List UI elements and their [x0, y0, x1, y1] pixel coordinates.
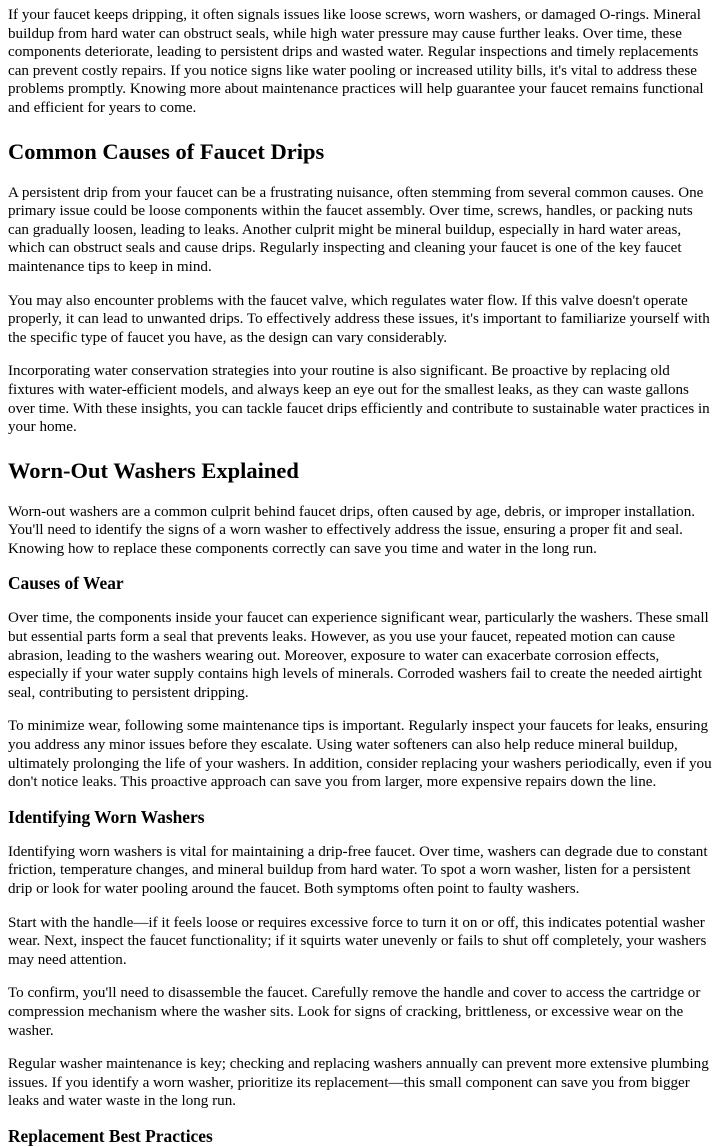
- article: [0, 6, 720, 1147]
- subheading-identifying-worn-washers: Identifying Worn Washers: [8, 806, 205, 827]
- paragraph: To confirm, you'll need to disassemble the faucet. Carefully remove the handle and cover to access the cartridge or compression mechanism where the washer sits. Look for signs of cracking, brittleness, or excessive wear on the washer.: [8, 985, 701, 1039]
- paragraph: To minimize wear, following some maintenance tips is important. Regularly inspect your faucets for leaks, ensuring you address any minor issues before they escalate. Using water softeners can also help reduce mineral buildup, ultimately prolonging the life of your washers. In addition, consider replacing your washers periodically, even if you don't notice leaks. This proactive approach can save you from larger, more expensive repairs down the line.: [8, 718, 712, 791]
- intro-paragraph: If your faucet keeps dripping, it often signals issues like loose screws, worn washers, or damaged O-rings. Mineral buildup from hard water can obstruct seals, while high water pressure may cause further leaks. Over time, these components deteriorate, leading to persistent drips and wasted water. Regular inspections and timely replacements can prevent costly repairs. If you notice signs like water pooling or increased utility bills, it's vital to address these problems promptly. Knowing more about maintenance practices will help guarantee your faucet remains functional and efficient for years to come.: [8, 7, 704, 116]
- paragraph: Over time, the components inside your faucet can experience significant wear, particularly the washers. These small but essential parts form a seal that prevents leaks. However, as you use your faucet, repeated motion can cause abrasion, leading to the washers wearing out. Moreover, exposure to water can exacerbate corrosion effects, especially if your water supply contains high levels of minerals. Corroded washers fail to create the needed airtight seal, contributing to persistent dripping.: [8, 610, 709, 701]
- paragraph: A persistent drip from your faucet can be a frustrating nuisance, often stemming from several common causes. One primary issue could be loose components within the faucet assembly. Over time, screws, handles, or packing nuts can gradually loosen, leading to leaks. Another culprit might be mineral buildup, especially in hard water areas, which can obstruct seals and cause drips. Regularly inspecting and cleaning your faucet is one of the key faucet maintenance tips to keep in mind.: [8, 184, 704, 275]
- paragraph: Identifying worn washers is vital for maintaining a drip-free faucet. Over time, washers can degrade due to constant friction, temperature changes, and mineral buildup from hard water. To spot a worn washer, listen for a persistent drip or look for water pooling around the faucet. Both symptoms often point to faulty washers.: [8, 843, 708, 897]
- subheading-replacement-best-practices: Replacement Best Practices: [8, 1125, 213, 1146]
- subheading-causes-of-wear: Causes of Wear: [8, 573, 124, 594]
- section-heading-worn-washers: Worn-Out Washers Explained: [8, 457, 299, 483]
- section-heading-common-causes: Common Causes of Faucet Drips: [8, 138, 325, 164]
- paragraph: You may also encounter problems with the faucet valve, which regulates water flow. If this valve doesn't operate properly, it can lead to unwanted drips. To effectively address these issues, it's important to familiarize yourself with the specific type of faucet you have, as the design can vary considerably.: [8, 292, 710, 346]
- paragraph: Worn-out washers are a common culprit behind faucet drips, often caused by age, debris, or improper installation. You'll need to identify the signs of a worn washer to effectively address the issue, ensuring a proper fit and seal. Knowing how to replace these components correctly can save you time and water in the long run.: [8, 503, 696, 557]
- paragraph: Incorporating water conservation strategies into your routine is also significant. Be proactive by replacing old fixtures with water-efficient models, and always keep an eye out for the smallest leaks, as they can waste gallons over time. With these insights, you can tackle faucet drips efficiently and contribute to sustainable water practices in your home.: [8, 363, 710, 436]
- paragraph: Start with the handle—if it feels loose or requires excessive force to turn it on or off, this indicates potential washer wear. Next, inspect the faucet functionality; if it squirts water unevenly or fails to shut off completely, your washers may need attention.: [8, 914, 707, 968]
- paragraph: Regular washer maintenance is key; checking and replacing washers annually can prevent more extensive plumbing issues. If you identify a worn washer, prioritize its replacement—this small component can save you from bigger leaks and water waste in the long run.: [8, 1056, 709, 1110]
